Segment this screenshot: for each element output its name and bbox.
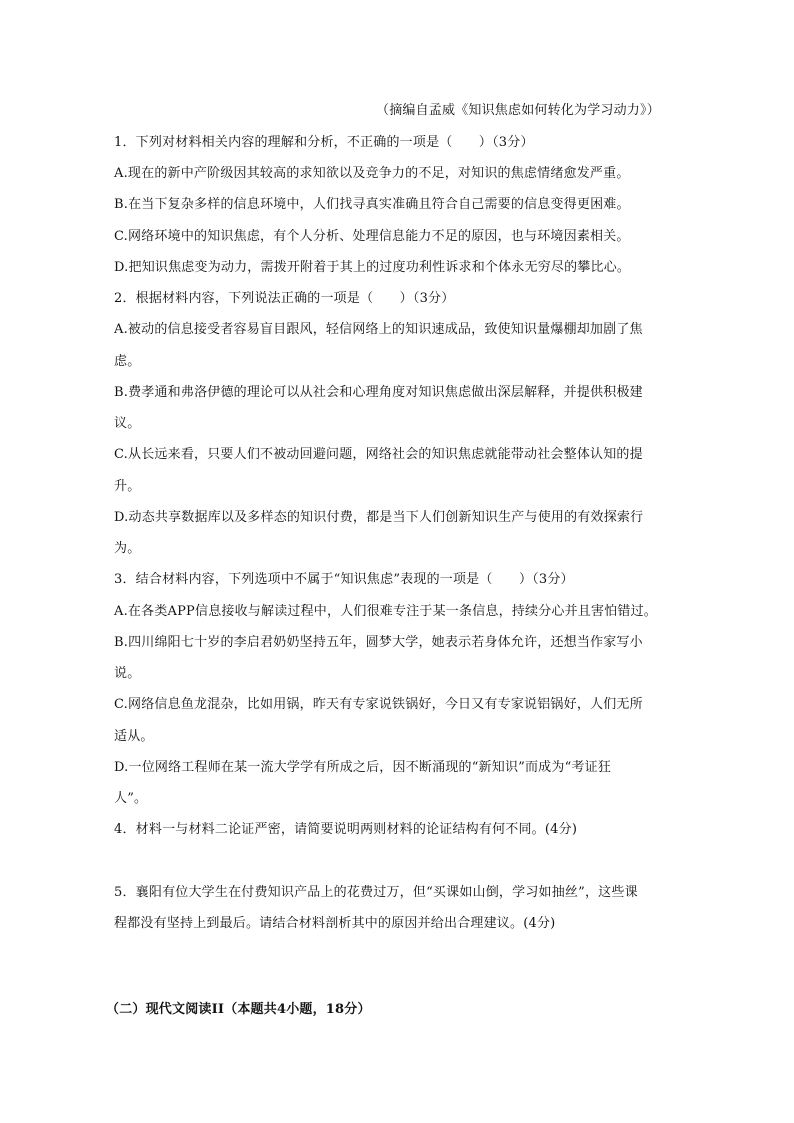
- question-3-option-c: C.网络信息鱼龙混杂，比如用锅，昨天有专家说铁锅好，今日又有专家说铝锅好，人们无所: [114, 697, 643, 712]
- question-5-stem: 5．襄阳有位大学生在付费知识产品上的花费过万，但“买课如山倒，学习如抽丝”，这些课: [114, 885, 638, 900]
- question-3-option-d: D.一位网络工程师在某一流大学学有所成之后，因不断涌现的“新知识”而成为“考证狂: [114, 760, 612, 775]
- question-1-option-d: D.把知识焦虑变为动力，需拨开附着于其上的过度功利性诉求和个体永无穷尽的攀比心。: [114, 260, 631, 275]
- section-heading: （二）现代文阅读II（本题共4小题，18分）: [106, 1002, 371, 1017]
- question-1-option-a: A.现在的新中产阶级因其较高的求知欲以及竞争力的不足，对知识的焦虑情绪愈发严重。: [114, 166, 630, 181]
- question-3-option-d-cont: 人”。: [114, 791, 148, 806]
- question-3-option-c-cont: 适从。: [114, 729, 154, 744]
- question-4-stem: 4．材料一与材料二论证严密，请简要说明两则材料的论证结构有何不同。(4分): [114, 822, 578, 837]
- question-2-option-d: D.动态共享数据库以及多样态的知识付费，都是当下人们创新知识生产与使用的有效探索行: [114, 510, 644, 525]
- question-3-option-b-cont: 说。: [114, 666, 141, 681]
- question-2-option-a-cont: 虑。: [114, 354, 141, 369]
- question-2-option-b: B.费孝通和弗洛伊德的理论可以从社会和心理角度对知识焦虑做出深层解释，并提供积极建: [114, 385, 643, 400]
- question-3-option-a: A.在各类APP信息接收与解读过程中，人们很难专注于某一条信息，持续分心并且害怕错过。: [114, 604, 658, 619]
- question-2-option-a: A.被动的信息接受者容易盲目跟风，轻信网络上的知识速成品，致使知识量爆棚却加剧了焦: [114, 322, 643, 337]
- question-3-option-b: B.四川绵阳七十岁的李启君奶奶坚持五年，圆梦大学，她表示若身体允许，还想当作家写小: [114, 635, 643, 650]
- question-2-option-c: C.从长远来看，只要人们不被动回避问题，网络社会的知识焦虑就能带动社会整体认知的提: [114, 447, 643, 462]
- question-1-option-c: C.网络环境中的知识焦虑，有个人分析、处理信息能力不足的原因，也与环境因素相关。: [114, 229, 630, 244]
- question-1-stem: 1．下列对材料相关内容的理解和分析，不正确的一项是（ ）（3分）: [114, 135, 534, 150]
- question-2-stem: 2．根据材料内容，下列说法正确的一项是（ ）（3分）: [114, 291, 455, 306]
- question-2-option-c-cont: 升。: [114, 479, 141, 494]
- question-5-stem-cont: 程都没有坚持上到最后。请结合材料剖析其中的原因并给出合理建议。(4分): [114, 916, 556, 931]
- question-3-stem: 3．结合材料内容，下列选项中不属于“知识焦虑”表现的一项是（ ）（3分）: [114, 572, 574, 587]
- question-2-option-b-cont: 议。: [114, 416, 141, 431]
- source-citation: （摘编自孟威《知识焦虑如何转化为学习动力》）: [376, 103, 660, 118]
- question-2-option-d-cont: 为。: [114, 541, 141, 556]
- question-1-option-b: B.在当下复杂多样的信息环境中，人们找寻真实准确且符合自己需要的信息变得更困难。: [114, 197, 630, 212]
